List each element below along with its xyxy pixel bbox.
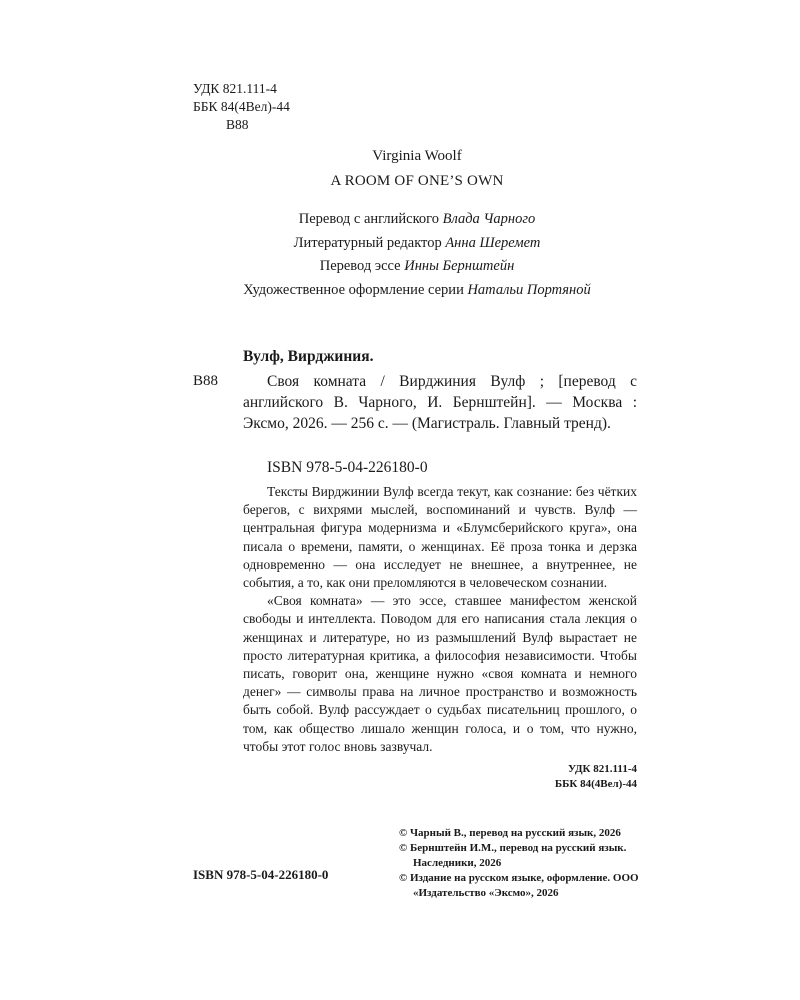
udk-code: УДК 821.111-4 bbox=[193, 81, 277, 96]
credit-translator bbox=[150, 208, 684, 232]
copyright-block bbox=[399, 826, 659, 901]
bibliographic-heading: Вулф, Вирджиния. bbox=[243, 348, 374, 365]
isbn-main: ISBN 978-5-04-226180-0 bbox=[267, 459, 428, 476]
copyright-line: © Чарный В., перевод на русский язык, 2026 bbox=[399, 827, 621, 839]
author-sign: В88 bbox=[226, 117, 249, 132]
credit-editor bbox=[150, 232, 684, 256]
bibliographic-sign: В88 bbox=[193, 373, 219, 389]
credit-role: Художественное оформление серии bbox=[243, 281, 464, 298]
credit-person: Влада Чарного bbox=[442, 211, 536, 227]
credit-role: Литературный редактор bbox=[293, 234, 442, 251]
copyright-line: © Издание на русском языке, оформление. ООО «Издательство «Эксмо», 2026 bbox=[399, 872, 639, 899]
annotation-paragraph: «Своя комната» — это эссе, ставшее манифестом женской свободы и интеллекта. Поводом для его написания стала лекция о женщинах и литературе, но из размышлений Вулф вырастает не просто литературная критика, а философия независимости. Чтобы писать, говорит она, женщине нужно «своя комната и немного денег» — символы права на личное пространство и возможность быть собой. Вулф рассуждает о судьбах писательниц прошлого, о том, как общество лишало женщин голоса, и о том, что нужно, чтобы этот голос вновь зазвучал. bbox=[243, 593, 637, 754]
classification-codes-right bbox=[500, 762, 637, 792]
original-author: Virginia Woolf bbox=[372, 148, 462, 164]
udk-code-right: УДК 821.111-4 bbox=[568, 763, 637, 775]
bbk-code-right: ББК 84(4Вел)-44 bbox=[554, 778, 637, 790]
credit-person: Натальи Портяной bbox=[467, 281, 591, 298]
original-title: A ROOM OF ONE’S OWN bbox=[330, 173, 504, 189]
credits-block bbox=[150, 208, 684, 302]
credit-role: Перевод с английского bbox=[298, 211, 439, 227]
annotation-paragraph: Тексты Вирджинии Вулф всегда текут, как сознание: без чётких берегов, с вихрями мыслей, воспоминаний и чувств. Вулф — центральная фигура модернизма и «Блумсберийского круга», она писала о времени, памяти, о женщинах. Её проза тонка и дерзка одновременно — она исследует не внешнее, а внутреннее, не события, а то, как они преломляются в человеческом сознании. bbox=[243, 484, 637, 591]
credit-person: Инны Бернштейн bbox=[404, 258, 515, 274]
isbn-bottom: ISBN 978-5-04-226180-0 bbox=[193, 867, 329, 882]
bbk-code: ББК 84(4Вел)-44 bbox=[193, 99, 290, 114]
bibliographic-description: Своя комната / Вирджиния Вулф ; [перевод с английского В. Чарного, И. Бернштейн]. — Москва : Эксмо, 2026. — 256 с. — (Магистраль. Главный тренд). bbox=[243, 373, 637, 432]
credit-designer bbox=[150, 279, 684, 303]
classification-codes bbox=[193, 80, 290, 134]
annotation bbox=[243, 483, 637, 756]
credit-role: Перевод эссе bbox=[319, 258, 401, 274]
copyright-line: © Бернштейн И.М., перевод на русский язык. Наследники, 2026 bbox=[399, 842, 627, 869]
credit-person: Анна Шеремет bbox=[445, 234, 541, 251]
credit-essay-translator bbox=[150, 255, 684, 279]
